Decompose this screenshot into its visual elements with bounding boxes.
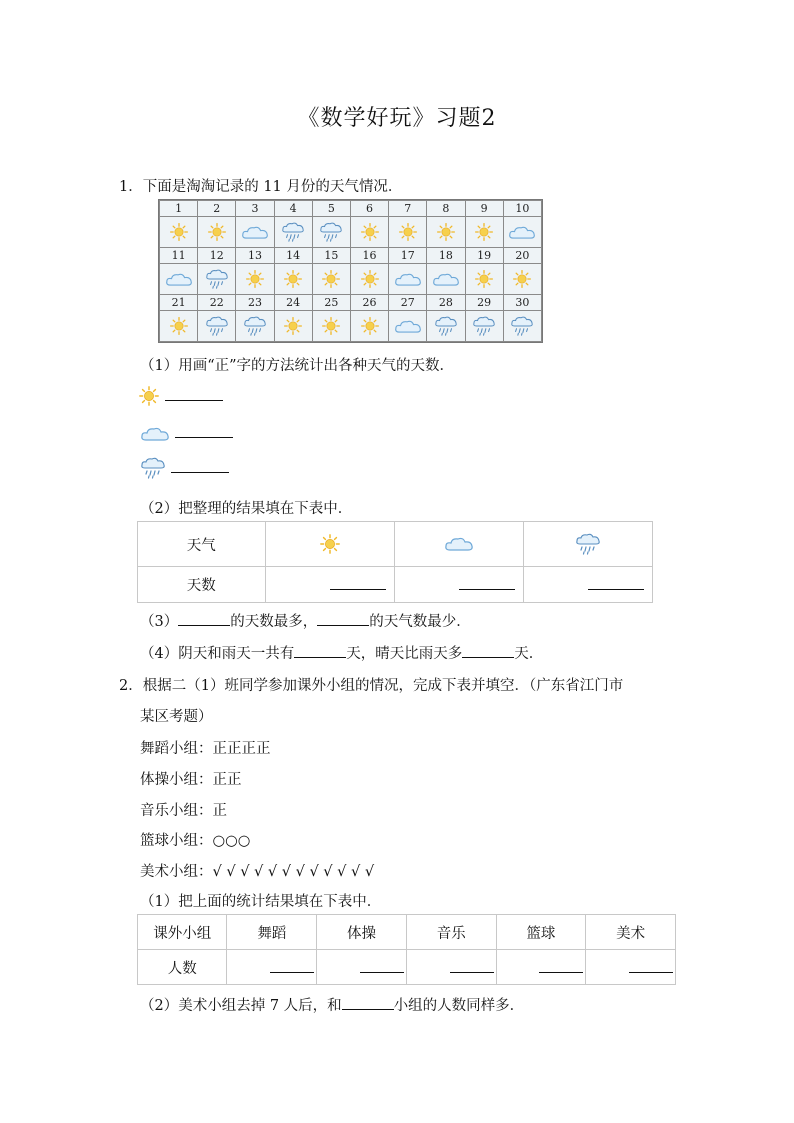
calendar-day-weather (312, 217, 350, 248)
sun-icon (321, 316, 341, 336)
tally-sunny-blank[interactable] (165, 386, 223, 401)
calendar-day-weather (427, 311, 465, 342)
sun-icon (436, 222, 456, 242)
calendar-day-weather (427, 217, 465, 248)
table-cell-blank[interactable] (586, 950, 676, 985)
rain-icon (243, 315, 267, 337)
question-1-part-2: （2）把整理的结果填在下表中． (140, 501, 353, 517)
answer-blank[interactable] (178, 611, 230, 626)
answer-blank[interactable] (294, 643, 346, 658)
calendar-day-weather (350, 217, 388, 248)
answer-blank[interactable] (462, 643, 514, 658)
calendar-day-weather (198, 311, 236, 342)
rain-icon (472, 315, 496, 337)
calendar-day-weather (160, 311, 198, 342)
cloud-icon (394, 318, 422, 335)
rain-icon (575, 532, 601, 556)
sun-icon (283, 269, 303, 289)
calendar-day-number: 27 (389, 294, 427, 310)
calendar-day-weather (465, 311, 503, 342)
calendar-day-number: 7 (389, 201, 427, 217)
calendar-day-weather (312, 311, 350, 342)
rain-icon (510, 315, 534, 337)
cloud-icon (432, 271, 460, 288)
group-count-table (137, 914, 676, 985)
table-header-cell: 篮球 (496, 915, 586, 950)
calendar-day-weather (160, 217, 198, 248)
calendar-day-number: 22 (198, 294, 236, 310)
calendar-day-number: 4 (274, 201, 312, 217)
table-cell-blank[interactable] (394, 567, 523, 603)
rain-icon (140, 456, 166, 480)
question-2-stem: 2．根据二（1）班同学参加课外小组的情况，完成下表并填空．（广东省江门市 (119, 678, 624, 694)
sun-icon (283, 316, 303, 336)
sun-icon (245, 269, 265, 289)
table-header-cell: 课外小组 (138, 915, 227, 950)
calendar-day-number: 30 (503, 294, 541, 310)
calendar-day-weather (274, 264, 312, 295)
calendar-day-number: 3 (236, 201, 274, 217)
group-art: 美术小组：√ √ √ √ √ √ √ √ √ √ √ √ (140, 864, 375, 880)
calendar-day-weather (503, 217, 541, 248)
calendar-day-weather (389, 264, 427, 295)
tally-rainy-row (140, 456, 229, 480)
calendar-day-weather (198, 264, 236, 295)
calendar-day-number: 13 (236, 247, 274, 263)
calendar-day-weather (465, 264, 503, 295)
calendar-day-weather (160, 264, 198, 295)
question-1-part-3: （3） 的天数最多， 的天气数最少． (140, 610, 471, 631)
calendar-day-number: 21 (160, 294, 198, 310)
calendar-day-weather (389, 217, 427, 248)
table-cell-blank[interactable] (317, 950, 407, 985)
calendar-day-number: 14 (274, 247, 312, 263)
table-row-label: 人数 (138, 950, 227, 985)
calendar-day-number: 10 (503, 201, 541, 217)
group-dance: 舞蹈小组：正正正正 (140, 741, 271, 757)
sun-icon (319, 533, 341, 555)
sun-icon (360, 316, 380, 336)
calendar-day-weather (389, 311, 427, 342)
tally-rainy-blank[interactable] (171, 458, 229, 473)
calendar-day-weather (274, 217, 312, 248)
table-row-label: 天气 (138, 522, 266, 567)
calendar-day-number: 18 (427, 247, 465, 263)
sun-icon (207, 222, 227, 242)
sun-icon (398, 222, 418, 242)
calendar-day-number: 9 (465, 201, 503, 217)
calendar-day-number: 1 (160, 201, 198, 217)
table-cell-cloud (394, 522, 523, 567)
weather-calendar (158, 199, 543, 343)
calendar-day-number: 29 (465, 294, 503, 310)
calendar-day-number: 19 (465, 247, 503, 263)
table-header-cell: 音乐 (406, 915, 496, 950)
rain-icon (434, 315, 458, 337)
calendar-day-weather (236, 264, 274, 295)
calendar-day-number: 2 (198, 201, 236, 217)
question-2-stem-cont: 某区考题） (140, 709, 213, 725)
calendar-day-weather (350, 264, 388, 295)
question-1-part-1: （1）用画“正”字的方法统计出各种天气的天数． (140, 358, 455, 374)
cloud-icon (241, 224, 269, 241)
table-cell-sun (265, 522, 394, 567)
table-cell-blank[interactable] (265, 567, 394, 603)
calendar-day-weather (236, 217, 274, 248)
table-cell-blank[interactable] (523, 567, 652, 603)
table-header-cell: 体操 (317, 915, 407, 950)
sun-icon (169, 316, 189, 336)
table-cell-rain (523, 522, 652, 567)
calendar-day-weather (350, 311, 388, 342)
sun-icon (474, 222, 494, 242)
calendar-day-weather (236, 311, 274, 342)
group-basketball: 篮球小组：○○○ (140, 833, 251, 849)
question-2-part-2: （2）美术小组去掉 7 人后，和 小组的人数同样多． (140, 994, 524, 1015)
calendar-day-weather (503, 311, 541, 342)
weather-count-table (137, 521, 653, 603)
table-header-cell: 舞蹈 (227, 915, 317, 950)
calendar-day-number: 15 (312, 247, 350, 263)
cloud-icon (394, 271, 422, 288)
rain-icon (281, 221, 305, 243)
calendar-day-number: 26 (350, 294, 388, 310)
rain-icon (205, 268, 229, 290)
page-title: 《数学好玩》习题2 (297, 106, 497, 131)
cloud-icon (444, 535, 474, 553)
sun-icon (474, 269, 494, 289)
group-music: 音乐小组：正 (140, 803, 227, 819)
calendar-day-weather (274, 311, 312, 342)
question-1-part-4: （4）阴天和雨天一共有 天，晴天比雨天多 天． (140, 642, 543, 663)
calendar-day-weather (427, 264, 465, 295)
calendar-day-number: 24 (274, 294, 312, 310)
rain-icon (205, 315, 229, 337)
sun-icon (360, 222, 380, 242)
question-1-stem: 1．下面是淘淘记录的 11 月份的天气情况． (119, 179, 403, 195)
calendar-day-number: 11 (160, 247, 198, 263)
calendar-day-number: 20 (503, 247, 541, 263)
calendar-day-weather (198, 217, 236, 248)
calendar-day-weather (465, 217, 503, 248)
group-gymnastics: 体操小组：正正 (140, 772, 242, 788)
sun-icon (138, 385, 160, 407)
question-2-part-1: （1）把上面的统计结果填在下表中． (140, 894, 382, 910)
calendar-day-number: 23 (236, 294, 274, 310)
table-cell-blank[interactable] (496, 950, 586, 985)
calendar-day-weather (503, 264, 541, 295)
tally-sunny-row (138, 385, 223, 407)
sun-icon (360, 269, 380, 289)
table-row-label: 天数 (138, 567, 266, 603)
sun-icon (512, 269, 532, 289)
rain-icon (319, 221, 343, 243)
calendar-day-number: 8 (427, 201, 465, 217)
table-cell-blank[interactable] (406, 950, 496, 985)
cloud-icon (508, 224, 536, 241)
calendar-day-number: 12 (198, 247, 236, 263)
tally-cloudy-blank[interactable] (175, 423, 233, 438)
calendar-day-number: 17 (389, 247, 427, 263)
table-cell-blank[interactable] (227, 950, 317, 985)
answer-blank[interactable] (317, 611, 369, 626)
tally-cloudy-row (140, 423, 233, 443)
calendar-day-number: 5 (312, 201, 350, 217)
calendar-day-number: 28 (427, 294, 465, 310)
table-header-cell: 美术 (586, 915, 676, 950)
calendar-day-number: 25 (312, 294, 350, 310)
sun-icon (321, 269, 341, 289)
cloud-icon (140, 425, 170, 443)
calendar-day-number: 6 (350, 201, 388, 217)
sun-icon (169, 222, 189, 242)
calendar-day-weather (312, 264, 350, 295)
answer-blank[interactable] (342, 995, 394, 1010)
calendar-day-number: 16 (350, 247, 388, 263)
cloud-icon (165, 271, 193, 288)
